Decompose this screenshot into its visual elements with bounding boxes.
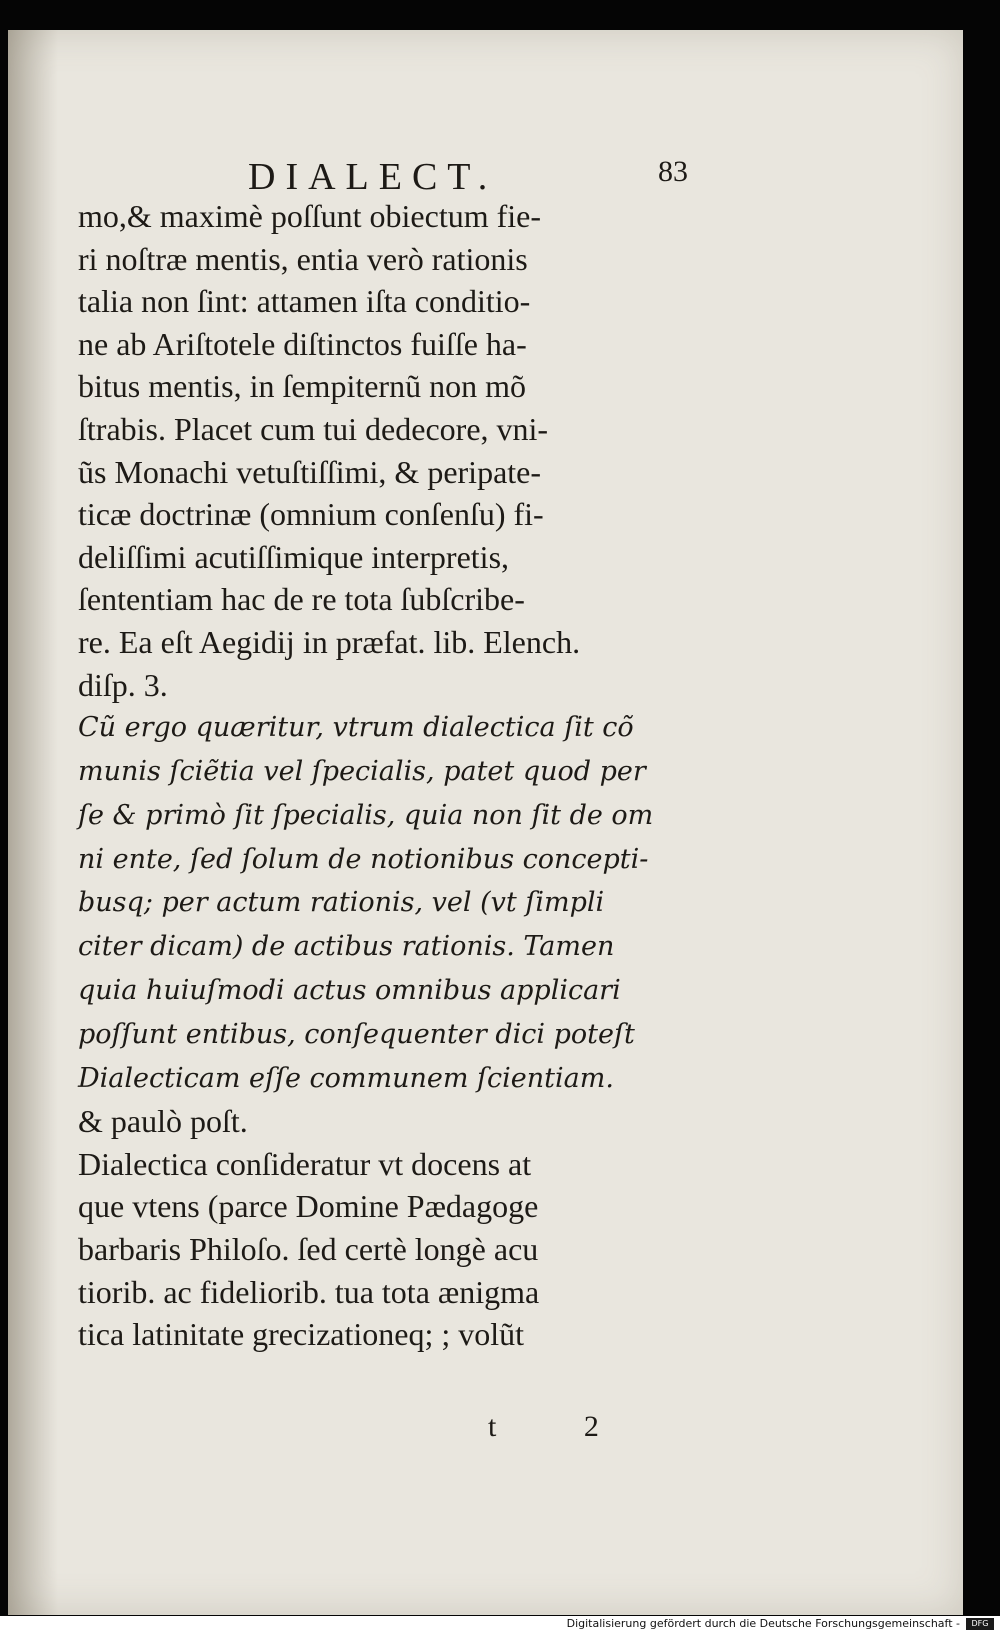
running-head: DIALECT.: [248, 156, 498, 198]
text-line: barbaris Philoſo. ſed certè longè acu: [78, 1231, 539, 1268]
text-line: mo,& maximè poſſunt obiectum fie-: [78, 198, 542, 234]
gutter-shadow: [8, 30, 58, 1615]
signature-mark: t 2: [488, 1410, 639, 1443]
book-page: [8, 30, 963, 1615]
quote-line: ſe & primò ſit ſpecialis, quia non ſit de om: [78, 799, 654, 831]
text-line: talia non ſint: attamen iſta conditio-: [78, 283, 531, 320]
quote-line: ni ente, ſed ſolum de notionibus concepti-: [78, 843, 649, 875]
quotation-italic: [78, 706, 738, 1100]
page-header: [78, 125, 738, 198]
quote-line: busq; per actum rationis, vel (vt ſimpli: [78, 887, 605, 919]
text-line: ne ab Ariſtotele diſtinctos fuiſſe ha-: [78, 325, 527, 362]
quote-line: munis ſciẽtia vel ſpecialis, patet quod per: [78, 755, 646, 787]
quote-line: citer dicam) de actibus rationis. Tamen: [78, 931, 615, 963]
page-number: 83: [658, 155, 688, 188]
text-line: ri noſtræ mentis, entia verò rationis: [78, 240, 528, 277]
text-line: tiorib. ac fideliorib. tua tota ænigma: [78, 1273, 540, 1310]
text-line: deliſſimi acutiſſimique interpretis,: [78, 538, 510, 575]
quote-line: quia huiuſmodi actus omnibus applicari: [78, 974, 621, 1006]
text-line: & paulò poſt.: [78, 1103, 248, 1140]
dfg-logo: DFG: [966, 1618, 994, 1630]
text-line: ſtrabis. Placet cum tui dedecore, vni-: [78, 410, 549, 447]
text-line: Dialectica conſideratur vt docens at: [78, 1145, 532, 1182]
paragraph-roman-2: [78, 1100, 738, 1356]
text-line: diſp. 3.: [78, 666, 168, 703]
text-line: bitus mentis, in ſempiternũ non mõ: [78, 368, 526, 405]
quote-line: poſſunt entibus, conſequenter dici poteſt: [78, 1018, 635, 1050]
text-line: ticæ doctrinæ (omnium conſenſu) fi-: [78, 496, 544, 533]
text-line: tica latinitate grecizationeq; ; volũt: [78, 1316, 525, 1353]
text-block: [78, 125, 738, 1356]
text-line: re. Ea eſt Aegidij in præfat. lib. Elench.: [78, 623, 581, 660]
paragraph-roman-1: [78, 195, 738, 706]
text-line: ũs Monachi vetuſtiſſimi, & peripate-: [78, 453, 542, 490]
text-line: ſententiam hac de re tota ſubſcribe-: [78, 581, 525, 618]
funding-credit: Digitalisierung gefördert durch die Deutsche Forschungsgemeinschaft -: [566, 1617, 960, 1630]
text-line: que vtens (parce Domine Pædagoge: [78, 1188, 539, 1225]
quote-line: Cũ ergo quæritur, vtrum dialectica ſit cõ: [78, 712, 634, 744]
quote-line: Dialecticam eſſe communem ſcientiam.: [78, 1062, 614, 1094]
